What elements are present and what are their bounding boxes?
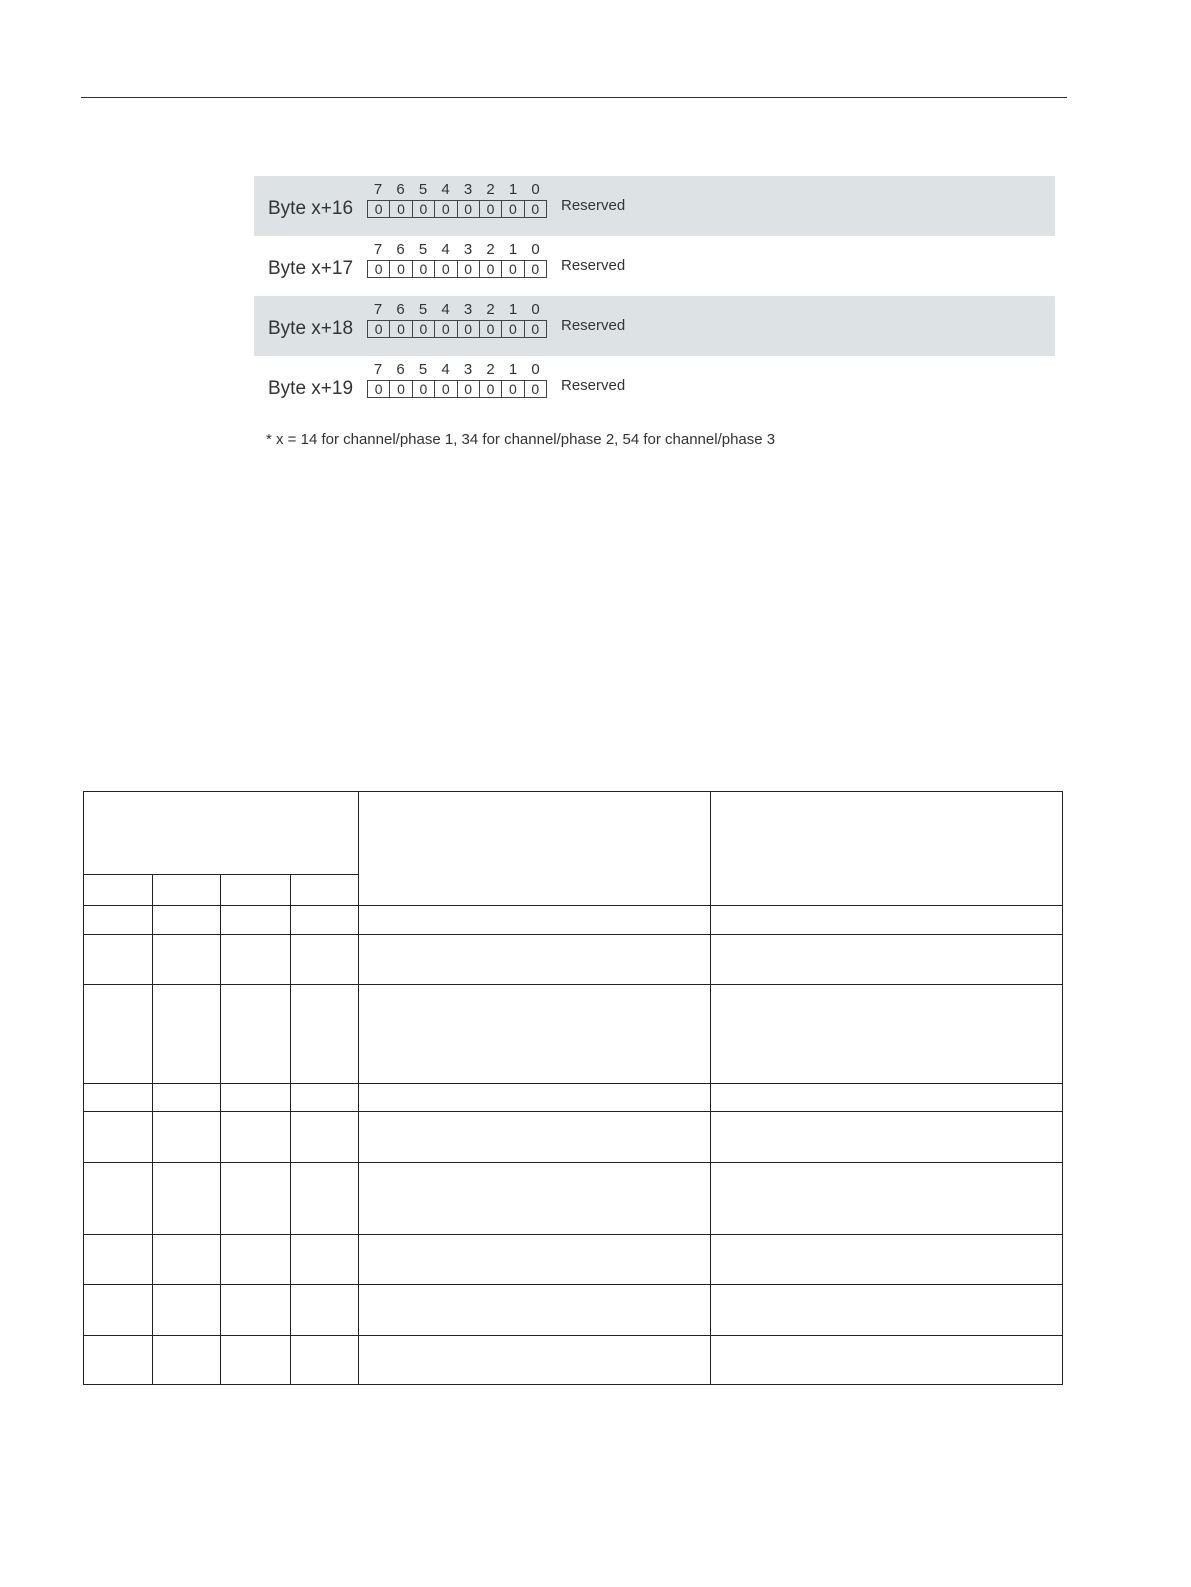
bit-value: 0 [435,321,457,337]
bit-number: 3 [463,181,473,198]
bit-number: 5 [418,181,428,198]
bit-number: 2 [486,181,495,198]
bit-number: 2 [486,301,495,318]
bit-number: 4 [441,181,450,198]
bit-value: 0 [480,321,502,337]
bit-number: 1 [508,361,518,378]
bit-value: 0 [435,201,457,217]
bit-number-header [367,181,547,197]
bit-number: 5 [418,361,428,378]
row-line [83,934,1063,935]
bit-value: 0 [480,201,502,217]
byte-row [254,356,1055,416]
bit-number: 1 [508,181,518,198]
bit-number: 0 [531,361,540,378]
footnote: * x = 14 for channel/phase 1, 34 for channel/phase 2, 54 for channel/phase 3 [266,431,776,448]
bit-number: 3 [463,301,473,318]
bit-number: 5 [418,241,428,258]
subcolumn-divider [290,874,291,1385]
bit-number: 5 [418,301,428,318]
header-subrow-line [83,874,359,875]
column-divider [710,791,711,1385]
bit-number-header [367,361,547,377]
bit-field [367,260,547,278]
byte-row [254,176,1055,236]
bit-number: 4 [441,361,450,378]
bit-value: 0 [368,201,390,217]
bit-value: 0 [502,261,524,277]
subcolumn-divider [152,874,153,1385]
bit-value: 0 [502,381,524,397]
byte-layout-figure [254,176,1055,416]
bit-value: 0 [531,381,540,397]
bit-value: 0 [458,201,480,217]
bit-value: 0 [390,201,412,217]
bit-field [367,200,547,218]
bit-value: 0 [502,201,524,217]
bit-number: 1 [508,301,518,318]
bit-number: 6 [396,361,405,378]
row-line [83,984,1063,985]
bit-number: 6 [396,241,405,258]
row-line [83,1162,1063,1163]
column-divider [358,791,359,1385]
table-border-right [1062,791,1063,1385]
bit-value: 0 [435,381,457,397]
byte-description: Reserved [561,257,626,274]
table-border-bottom [83,1384,1063,1385]
row-line [83,1111,1063,1112]
bit-number: 7 [373,301,383,318]
bit-number: 0 [531,301,540,318]
row-line [83,1335,1063,1336]
bit-number-header [367,301,547,317]
bit-value: 0 [502,321,524,337]
bit-number: 2 [486,241,495,258]
byte-row [254,296,1055,356]
bit-number: 2 [486,361,495,378]
bit-value: 0 [531,261,540,277]
bit-number: 0 [531,241,540,258]
bit-number: 3 [463,361,473,378]
bit-number: 7 [373,361,383,378]
bit-number: 0 [531,181,540,198]
byte-description: Reserved [561,197,626,214]
bit-number: 6 [396,301,405,318]
bit-number: 7 [373,181,383,198]
byte-label: Byte x+19 [268,378,354,399]
byte-label: Byte x+16 [268,198,354,219]
bit-value: 0 [413,201,435,217]
bit-field [367,380,547,398]
bit-value: 0 [458,261,480,277]
bit-value: 0 [390,381,412,397]
byte-description: Reserved [561,317,626,334]
table-border-top [83,791,1063,792]
byte-description: Reserved [561,377,626,394]
bit-value: 0 [368,381,390,397]
bit-field [367,320,547,338]
bit-value: 0 [413,321,435,337]
bit-value: 0 [413,261,435,277]
bit-value: 0 [480,261,502,277]
header-rule [81,97,1067,98]
subcolumn-divider [220,874,221,1385]
bit-value: 0 [368,261,390,277]
byte-label: Byte x+18 [268,318,354,339]
bit-value: 0 [368,321,390,337]
bit-number: 4 [441,241,450,258]
bit-value: 0 [458,381,480,397]
bit-value: 0 [413,381,435,397]
bit-number: 4 [441,301,450,318]
bit-value: 0 [458,321,480,337]
row-line [83,1083,1063,1084]
row-line [83,1284,1063,1285]
bit-number: 3 [463,241,473,258]
bit-value: 0 [435,261,457,277]
bit-number: 1 [508,241,518,258]
byte-label: Byte x+17 [268,258,354,279]
bit-value: 0 [480,381,502,397]
bit-value: 0 [390,261,412,277]
bit-value: 0 [531,321,540,337]
row-line [83,1234,1063,1235]
empty-table-grid [83,791,1063,1385]
bit-value: 0 [390,321,412,337]
bit-value: 0 [531,201,540,217]
bit-number: 6 [396,181,405,198]
row-line [83,905,1063,906]
byte-row [254,236,1055,296]
table-border-left [83,791,84,1385]
bit-number: 7 [373,241,383,258]
bit-number-header [367,241,547,257]
